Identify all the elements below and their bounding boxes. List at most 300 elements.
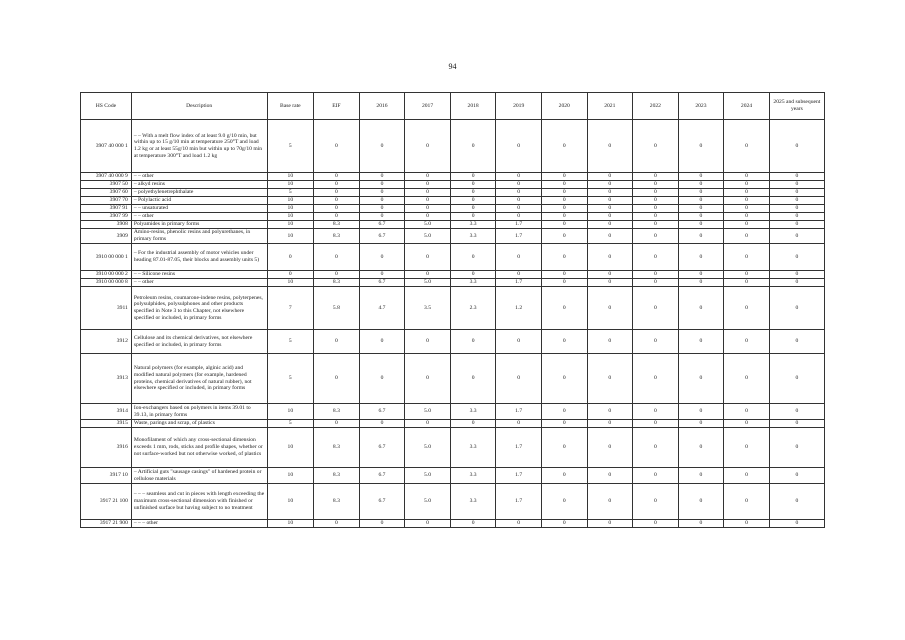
rate-cell: 0 (633, 189, 679, 197)
description-cell: Monofilament of which any cross-sectional dimension exceeds 1 mm, rods, sticks and profile shapes, whether or not surface-worked but not otherwise worked, of plastics (131, 428, 267, 468)
rate-cell: 6.7 (359, 404, 405, 420)
rate-cell: 0 (541, 404, 587, 420)
rate-cell: 0 (678, 404, 724, 420)
description-cell: Waste, parings and scrap, of plastics (131, 420, 267, 428)
description-cell: – – – seamless and cut in pieces with length exceeding the maximum cross-sectional dimension with finished or unfinished surface but having subject to no treatment (131, 484, 267, 520)
rate-cell: 3.3 (450, 468, 496, 484)
hs-code-cell: 3907 91 (81, 205, 132, 213)
hs-code-cell: 3917 21 100 (81, 484, 132, 520)
description-cell: – – other (131, 213, 267, 221)
rate-cell: 4.7 (359, 287, 405, 330)
base-rate-cell: 5 (267, 420, 314, 428)
rate-cell: 0 (678, 420, 724, 428)
rate-cell: 0 (450, 189, 496, 197)
description-cell: Cellulose and its chemical derivatives, not elsewhere specified or included, in primary forms (131, 330, 267, 354)
rate-cell: 0 (769, 213, 824, 221)
rate-cell: 0 (496, 120, 542, 173)
rate-cell: 0 (405, 213, 451, 221)
base-rate-cell: 10 (267, 468, 314, 484)
rate-cell: 0 (541, 484, 587, 520)
base-rate-cell: 10 (267, 520, 314, 528)
rate-cell: 0 (587, 197, 633, 205)
table-row (81, 271, 825, 279)
table-row (81, 205, 825, 213)
rate-cell: 0 (724, 354, 770, 404)
rate-cell: 0 (724, 330, 770, 354)
rate-cell: 0 (769, 484, 824, 520)
rate-cell: 5.0 (405, 484, 451, 520)
rate-cell: 0 (541, 197, 587, 205)
rate-cell: 8.3 (314, 279, 360, 287)
rate-cell: 0 (587, 205, 633, 213)
rate-cell: 0 (724, 287, 770, 330)
rate-cell: 0 (678, 330, 724, 354)
column-header: Base rate (267, 93, 314, 120)
rate-cell: 0 (541, 221, 587, 229)
rate-cell: 0 (678, 271, 724, 279)
rate-cell: 0 (678, 189, 724, 197)
rate-cell: 0 (450, 330, 496, 354)
hs-code-cell: 3916 (81, 428, 132, 468)
rate-cell: 0 (359, 173, 405, 181)
description-cell: Petroleum resins, coumarone-indene resins, polyterpenes, polysulphides, polysulphones and other products specified in Note 3 to this Chapter, not elsewhere specified or included, in primary forms (131, 287, 267, 330)
rate-cell: 0 (496, 197, 542, 205)
rate-cell: 0 (541, 213, 587, 221)
base-rate-cell: 5 (267, 330, 314, 354)
rate-cell: 0 (724, 213, 770, 221)
rate-cell: 0 (587, 189, 633, 197)
table-row (81, 354, 825, 404)
rate-cell: 6.7 (359, 229, 405, 244)
hs-code-cell: 3907 50 (81, 181, 132, 189)
rate-cell: 0 (633, 120, 679, 173)
rate-cell: 1.7 (496, 468, 542, 484)
rate-cell: 0 (450, 205, 496, 213)
base-rate-cell: 10 (267, 213, 314, 221)
rate-cell: 0 (405, 205, 451, 213)
rate-cell: 0 (769, 244, 824, 271)
description-cell: – polyethylenetrephthalate (131, 189, 267, 197)
rate-cell: 0 (769, 271, 824, 279)
rate-cell: 0 (769, 287, 824, 330)
table-row (81, 229, 825, 244)
rate-cell: 0 (359, 244, 405, 271)
description-cell: Polyamides in primary forms (131, 221, 267, 229)
hs-code-cell: 3915 (81, 420, 132, 428)
column-header: Description (131, 93, 267, 120)
hs-code-cell: 3908 (81, 221, 132, 229)
rate-cell: 8.3 (314, 404, 360, 420)
rate-cell: 0 (769, 181, 824, 189)
rate-cell: 0 (496, 244, 542, 271)
column-header: EIF (314, 93, 360, 120)
rate-cell: 0 (633, 221, 679, 229)
hs-code-cell: 3910 00 000 1 (81, 244, 132, 271)
base-rate-cell: 10 (267, 173, 314, 181)
rate-cell: 0 (314, 189, 360, 197)
rate-cell: 5.0 (405, 279, 451, 287)
column-header: 2016 (359, 93, 405, 120)
table-row (81, 428, 825, 468)
rate-cell: 0 (724, 229, 770, 244)
rate-cell: 0 (496, 420, 542, 428)
rate-cell: 0 (587, 484, 633, 520)
rate-cell: 0 (405, 330, 451, 354)
rate-cell: 0 (496, 330, 542, 354)
column-header: 2021 (587, 93, 633, 120)
rate-cell: 6.7 (359, 428, 405, 468)
column-header: 2023 (678, 93, 724, 120)
rate-cell: 0 (359, 205, 405, 213)
description-cell: – – With a melt flow index of at least 9.0 g/10 min, but within up to 15 g/10 min at temperature 250°T and load 1.2 kg or at least 55g/10 min but within up to 70g/10 min at temperature 300°T and load 1.2 kg (131, 120, 267, 173)
table-row (81, 404, 825, 420)
base-rate-cell: 10 (267, 484, 314, 520)
rate-cell: 0 (496, 181, 542, 189)
rate-cell: 0 (769, 189, 824, 197)
table-row (81, 189, 825, 197)
description-cell: – For the industrial assembly of motor vehicles under heading 87.01-87.05, their blocks and assembly units 5) (131, 244, 267, 271)
rate-cell: 0 (587, 244, 633, 271)
rate-cell: 0 (587, 420, 633, 428)
table-row (81, 197, 825, 205)
rate-cell: 5.0 (405, 229, 451, 244)
rate-cell: 0 (450, 173, 496, 181)
base-rate-cell: 10 (267, 221, 314, 229)
rate-cell: 8.3 (314, 468, 360, 484)
description-cell: – – Silicone resins (131, 271, 267, 279)
rate-cell: 0 (587, 279, 633, 287)
base-rate-cell: 10 (267, 279, 314, 287)
rate-cell: 0 (359, 271, 405, 279)
rate-cell: 0 (724, 189, 770, 197)
table-row (81, 330, 825, 354)
rate-cell: 0 (587, 520, 633, 528)
rate-cell: 0 (633, 197, 679, 205)
rate-cell: 5.0 (405, 404, 451, 420)
rate-cell: 0 (678, 173, 724, 181)
rate-cell: 0 (633, 287, 679, 330)
table-row (81, 520, 825, 528)
rate-cell: 0 (496, 173, 542, 181)
rate-cell: 0 (769, 279, 824, 287)
rate-cell: 0 (359, 197, 405, 205)
rate-cell: 0 (359, 181, 405, 189)
rate-cell: 0 (724, 120, 770, 173)
rate-cell: 0 (587, 468, 633, 484)
rate-cell: 8.3 (314, 221, 360, 229)
rate-cell: 0 (678, 120, 724, 173)
rate-cell: 0 (769, 520, 824, 528)
rate-cell: 0 (541, 229, 587, 244)
rate-cell: 2.3 (450, 287, 496, 330)
rate-cell: 0 (541, 428, 587, 468)
rate-cell: 0 (314, 213, 360, 221)
page-number: 94 (448, 62, 457, 71)
rate-cell: 0 (314, 520, 360, 528)
header-row (81, 93, 825, 120)
rate-cell: 0 (633, 213, 679, 221)
column-header: 2017 (405, 93, 451, 120)
rate-cell: 0 (633, 279, 679, 287)
rate-cell: 0 (769, 173, 824, 181)
rate-cell: 0 (633, 354, 679, 404)
rate-cell: 1.7 (496, 279, 542, 287)
rate-cell: 0 (724, 279, 770, 287)
rate-cell: 1.7 (496, 428, 542, 468)
description-cell: – alkyd resins (131, 181, 267, 189)
rate-cell: 0 (359, 120, 405, 173)
description-cell: – – unsaturated (131, 205, 267, 213)
rate-cell: 3.3 (450, 221, 496, 229)
table-row (81, 221, 825, 229)
base-rate-cell: 5 (267, 120, 314, 173)
rate-cell: 6.7 (359, 484, 405, 520)
column-header: 2025 and subsequent years (769, 93, 824, 120)
hs-code-cell: 3910 00 000 2 (81, 271, 132, 279)
column-header: 2024 (724, 93, 770, 120)
rate-cell: 0 (769, 428, 824, 468)
rate-cell: 0 (724, 173, 770, 181)
description-cell: Ion-exchangers based on polymers in items 39.01 to 39.13, in primary forms (131, 404, 267, 420)
rate-cell: 0 (769, 404, 824, 420)
hs-code-cell: 3907 40 000 9 (81, 173, 132, 181)
rate-cell: 0 (724, 484, 770, 520)
rate-cell: 5.0 (405, 468, 451, 484)
base-rate-cell: 10 (267, 197, 314, 205)
rate-cell: 0 (587, 404, 633, 420)
rate-cell: 0 (314, 420, 360, 428)
rate-cell: 0 (405, 354, 451, 404)
rate-cell: 0 (314, 197, 360, 205)
rate-cell: 0 (541, 271, 587, 279)
rate-cell: 0 (587, 287, 633, 330)
rate-cell: 0 (314, 173, 360, 181)
rate-cell: 3.3 (450, 279, 496, 287)
table-row (81, 120, 825, 173)
rate-cell: 0 (359, 520, 405, 528)
hs-code-cell: 3914 (81, 404, 132, 420)
rate-cell: 0 (405, 189, 451, 197)
rate-cell: 0 (405, 181, 451, 189)
table-row (81, 420, 825, 428)
rate-cell: 1.7 (496, 484, 542, 520)
rate-cell: 0 (450, 244, 496, 271)
rate-cell: 0 (405, 420, 451, 428)
rate-cell: 0 (541, 468, 587, 484)
rate-cell: 0 (314, 120, 360, 173)
tariff-schedule-table (80, 92, 825, 528)
rate-cell: 0 (633, 229, 679, 244)
rate-cell: 0 (496, 520, 542, 528)
rate-cell: 0 (678, 428, 724, 468)
rate-cell: 0 (724, 520, 770, 528)
hs-code-cell: 3907 60 (81, 189, 132, 197)
rate-cell: 0 (678, 520, 724, 528)
rate-cell: 0 (587, 271, 633, 279)
rate-cell: 0 (724, 428, 770, 468)
rate-cell: 0 (724, 420, 770, 428)
hs-code-cell: 3912 (81, 330, 132, 354)
rate-cell: 0 (541, 189, 587, 197)
rate-cell: 0 (633, 330, 679, 354)
hs-code-cell: 3913 (81, 354, 132, 404)
rate-cell: 3.3 (450, 229, 496, 244)
rate-cell: 0 (724, 468, 770, 484)
rate-cell: 0 (678, 244, 724, 271)
rate-cell: 0 (724, 271, 770, 279)
description-cell: Amino-resins, phenolic resins and polyurethanes, in primary forms (131, 229, 267, 244)
hs-code-cell: 3917 10 (81, 468, 132, 484)
rate-cell: 0 (541, 181, 587, 189)
rate-cell: 0 (587, 428, 633, 468)
rate-cell: 0 (587, 173, 633, 181)
hs-code-cell: 3910 00 000 8 (81, 279, 132, 287)
rate-cell: 0 (541, 120, 587, 173)
rate-cell: 0 (633, 244, 679, 271)
rate-cell: 0 (541, 354, 587, 404)
rate-cell: 0 (678, 213, 724, 221)
column-header: 2018 (450, 93, 496, 120)
rate-cell: 3.5 (405, 287, 451, 330)
column-header: 2022 (633, 93, 679, 120)
rate-cell: 0 (314, 181, 360, 189)
description-cell: – Polylactic acid (131, 197, 267, 205)
rate-cell: 5.0 (405, 428, 451, 468)
rate-cell: 0 (769, 468, 824, 484)
rate-cell: 0 (587, 221, 633, 229)
table-row (81, 244, 825, 271)
base-rate-cell: 10 (267, 404, 314, 420)
description-cell: – – – other (131, 520, 267, 528)
rate-cell: 6.7 (359, 468, 405, 484)
rate-cell: 0 (405, 271, 451, 279)
rate-cell: 0 (541, 420, 587, 428)
hs-code-cell: 3911 (81, 287, 132, 330)
rate-cell: 0 (769, 197, 824, 205)
table-body (81, 120, 825, 528)
rate-cell: 0 (405, 520, 451, 528)
rate-cell: 0 (678, 229, 724, 244)
rate-cell: 0 (678, 221, 724, 229)
table-row (81, 287, 825, 330)
rate-cell: 6.7 (359, 221, 405, 229)
rate-cell: 0 (678, 468, 724, 484)
rate-cell: 0 (587, 330, 633, 354)
rate-cell: 0 (724, 197, 770, 205)
rate-cell: 0 (450, 420, 496, 428)
rate-cell: 0 (405, 120, 451, 173)
description-cell: – – other (131, 279, 267, 287)
rate-cell: 0 (724, 244, 770, 271)
rate-cell: 0 (769, 330, 824, 354)
rate-cell: 0 (541, 330, 587, 354)
rate-cell: 0 (769, 420, 824, 428)
base-rate-cell: 10 (267, 229, 314, 244)
rate-cell: 1.7 (496, 404, 542, 420)
column-header: 2019 (496, 93, 542, 120)
table-row (81, 173, 825, 181)
table-row (81, 468, 825, 484)
rate-cell: 0 (587, 354, 633, 404)
rate-cell: 3.3 (450, 484, 496, 520)
column-header: 2020 (541, 93, 587, 120)
rate-cell: 0 (359, 420, 405, 428)
rate-cell: 0 (633, 468, 679, 484)
base-rate-cell: 5 (267, 354, 314, 404)
hs-code-cell: 3909 (81, 229, 132, 244)
rate-cell: 0 (314, 205, 360, 213)
rate-cell: 0 (678, 354, 724, 404)
rate-cell: 0 (678, 484, 724, 520)
rate-cell: 5.8 (314, 287, 360, 330)
rate-cell: 0 (724, 404, 770, 420)
rate-cell: 8.3 (314, 484, 360, 520)
rate-cell: 0 (678, 287, 724, 330)
rate-cell: 6.7 (359, 279, 405, 287)
rate-cell: 0 (405, 244, 451, 271)
rate-cell: 0 (678, 181, 724, 189)
hs-code-cell: 3907 99 (81, 213, 132, 221)
rate-cell: 0 (633, 420, 679, 428)
rate-cell: 0 (496, 189, 542, 197)
rate-cell: 0 (678, 205, 724, 213)
column-header: HS Code (81, 93, 132, 120)
table-row (81, 213, 825, 221)
rate-cell: 0 (450, 213, 496, 221)
rate-cell: 0 (587, 120, 633, 173)
rate-cell: 0 (633, 484, 679, 520)
rate-cell: 0 (359, 189, 405, 197)
rate-cell: 0 (450, 181, 496, 189)
rate-cell: 8.3 (314, 428, 360, 468)
rate-cell: 0 (496, 271, 542, 279)
rate-cell: 0 (633, 205, 679, 213)
hs-code-cell: 3907 70 (81, 197, 132, 205)
rate-cell: 0 (314, 354, 360, 404)
rate-cell: 0 (541, 173, 587, 181)
rate-cell: 0 (678, 279, 724, 287)
rate-cell: 0 (633, 404, 679, 420)
rate-cell: 0 (587, 181, 633, 189)
rate-cell: 0 (496, 213, 542, 221)
rate-cell: 0 (587, 229, 633, 244)
rate-cell: 0 (633, 428, 679, 468)
rate-cell: 0 (450, 520, 496, 528)
rate-cell: 0 (359, 354, 405, 404)
rate-cell: 0 (633, 181, 679, 189)
rate-cell: 1.7 (496, 229, 542, 244)
rate-cell: 0 (769, 205, 824, 213)
rate-cell: 3.3 (450, 404, 496, 420)
rate-cell: 1.2 (496, 287, 542, 330)
rate-cell: 0 (496, 354, 542, 404)
rate-cell: 0 (724, 181, 770, 189)
rate-cell: 0 (496, 205, 542, 213)
rate-cell: 0 (769, 229, 824, 244)
rate-cell: 0 (541, 205, 587, 213)
hs-code-cell: 3917 21 900 (81, 520, 132, 528)
rate-cell: 0 (769, 354, 824, 404)
base-rate-cell: 7 (267, 287, 314, 330)
base-rate-cell: 10 (267, 428, 314, 468)
rate-cell: 0 (541, 287, 587, 330)
rate-cell: 0 (724, 205, 770, 213)
rate-cell: 0 (359, 330, 405, 354)
base-rate-cell: 5 (267, 189, 314, 197)
rate-cell: 0 (450, 354, 496, 404)
rate-cell: 0 (314, 330, 360, 354)
rate-cell: 0 (314, 244, 360, 271)
